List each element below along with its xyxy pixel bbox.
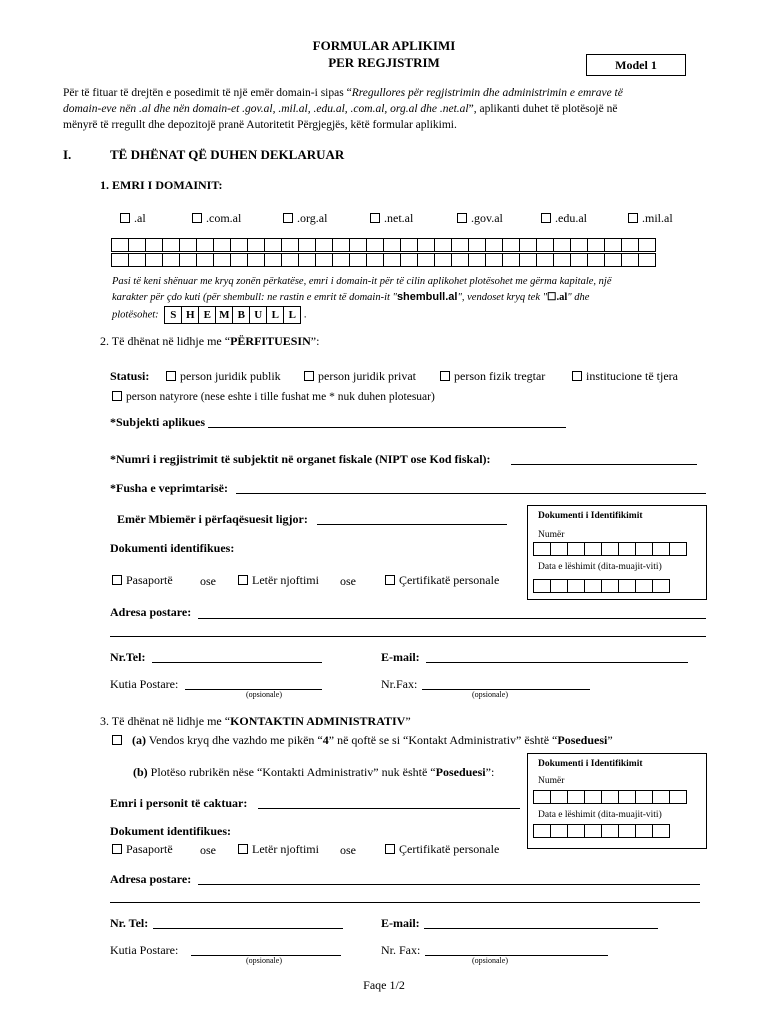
or-text: ose [340, 843, 356, 857]
example-letter-box: L [283, 306, 301, 324]
admin-fax-field[interactable] [425, 955, 608, 956]
input-cell[interactable] [128, 238, 146, 252]
input-cell[interactable] [533, 790, 551, 804]
input-cell[interactable] [601, 579, 619, 593]
input-cell[interactable] [621, 253, 639, 267]
status-option-private[interactable]: person juridik privat [304, 369, 416, 384]
input-cell[interactable] [468, 238, 486, 252]
section-number: I. [63, 147, 72, 162]
input-cell[interactable] [570, 238, 588, 252]
id-number-label: Numër [538, 776, 565, 786]
status-option-natural[interactable]: person natyrore (nese eshte i tille fushat me * nuk duhen plotesuar) [112, 391, 435, 403]
input-cell[interactable] [584, 579, 602, 593]
model-box: Model 1 [586, 54, 686, 76]
checkbox[interactable] [572, 371, 582, 381]
checkbox[interactable] [112, 391, 122, 401]
admin-pobox-optional: (opsionale) [246, 956, 282, 965]
admin-pobox-label: Kutia Postare: [110, 943, 179, 957]
doc-passport[interactable]: Pasaportë [112, 573, 173, 588]
input-cell[interactable] [550, 579, 568, 593]
input-cell[interactable] [349, 253, 367, 267]
example-letter-box: S [164, 306, 182, 324]
pobox-optional: (opsionale) [246, 690, 282, 699]
checkbox[interactable] [120, 213, 130, 223]
domain-option-com-al[interactable]: .com.al [192, 211, 241, 226]
input-cell[interactable] [383, 253, 401, 267]
doc-id-card[interactable]: Letër njoftimi [238, 573, 319, 588]
address-label: Adresa postare: [110, 605, 192, 619]
input-cell[interactable] [550, 790, 568, 804]
admin-address-field[interactable] [198, 884, 700, 885]
id-number-cells[interactable] [534, 790, 687, 804]
checkbox[interactable] [238, 844, 248, 854]
admin-doc-certificate[interactable]: Çertifikatë personale [385, 842, 499, 857]
example-letter-box: E [198, 306, 216, 324]
admin-option-a[interactable]: (a) Vendos kryq dhe vazhdo me pikën “4” në qoftë se si “Kontakt Administrativ” është “Poseduesi” [112, 733, 613, 748]
input-cell[interactable] [417, 238, 435, 252]
input-cell[interactable] [298, 253, 316, 267]
checkbox[interactable] [370, 213, 380, 223]
input-cell[interactable] [230, 238, 248, 252]
input-cell[interactable] [179, 253, 197, 267]
admin-address-field-2[interactable] [110, 902, 700, 903]
admin-person-label: Emri i personit të caktuar: [110, 796, 248, 810]
checkbox[interactable] [457, 213, 467, 223]
input-cell[interactable] [652, 542, 670, 556]
email-label: E-mail: [381, 650, 420, 664]
input-cell[interactable] [332, 253, 350, 267]
input-cell[interactable] [584, 824, 602, 838]
input-cell[interactable] [601, 542, 619, 556]
checkbox[interactable] [541, 213, 551, 223]
or-text: ose [200, 843, 216, 857]
input-cell[interactable] [247, 238, 265, 252]
id-date-cells[interactable] [534, 579, 670, 593]
admin-email-field[interactable] [424, 928, 658, 929]
admin-tel-label: Nr. Tel: [110, 916, 149, 930]
input-cell[interactable] [434, 238, 452, 252]
admin-doc-label: Dokument identifikues: [110, 824, 232, 838]
form-subtitle: PER REGJISTRIM [328, 55, 440, 70]
input-cell[interactable] [652, 824, 670, 838]
domain-heading: 1. EMRI I DOMAINIT: [100, 178, 223, 192]
id-number-cells[interactable] [534, 542, 687, 556]
input-cell[interactable] [533, 579, 551, 593]
status-option-public[interactable]: person juridik publik [166, 369, 281, 384]
input-cell[interactable] [162, 253, 180, 267]
input-cell[interactable] [111, 238, 129, 252]
input-cell[interactable] [366, 253, 384, 267]
input-cell[interactable] [567, 542, 585, 556]
domain-note-line-3: plotësohet: S H E M B U L L . [112, 306, 307, 324]
beneficiary-heading: 2. Të dhënat në lidhje me “PËRFITUESIN”: [100, 334, 320, 348]
input-cell[interactable] [502, 238, 520, 252]
input-cell[interactable] [567, 579, 585, 593]
id-document-box [527, 505, 707, 600]
input-cell[interactable] [618, 790, 636, 804]
domain-char-grid-row-2[interactable] [112, 253, 656, 267]
input-cell[interactable] [519, 253, 537, 267]
subject-field[interactable] [208, 427, 566, 428]
checkbox[interactable] [304, 371, 314, 381]
checkbox[interactable] [628, 213, 638, 223]
input-cell[interactable] [213, 238, 231, 252]
input-cell[interactable] [618, 579, 636, 593]
status-option-other[interactable]: institucione të tjera [572, 369, 678, 384]
input-cell[interactable] [145, 253, 163, 267]
intro-line-2: domain-eve nën .al dhe nën domain-et .gov.al, .mil.al, .edu.al, .com.al, org.al dhe .net.al”, aplikanti duhet të plotësojë në [63, 103, 618, 115]
domain-char-grid-row-1[interactable] [112, 238, 656, 252]
input-cell[interactable] [400, 253, 418, 267]
intro-line-3: mënyrë të rregullt dhe depozitojë pranë Autoritetit Përgjegjës, këtë formular aplikimi. [63, 119, 457, 131]
input-cell[interactable] [635, 542, 653, 556]
example-letter-boxes [165, 306, 301, 324]
example-letter-box: L [266, 306, 284, 324]
input-cell[interactable] [567, 824, 585, 838]
status-option-merchant[interactable]: person fizik tregtar [440, 369, 545, 384]
input-cell[interactable] [618, 824, 636, 838]
input-cell[interactable] [570, 253, 588, 267]
input-cell[interactable] [533, 824, 551, 838]
domain-option-gov-al[interactable]: .gov.al [457, 211, 503, 226]
input-cell[interactable] [587, 253, 605, 267]
input-cell[interactable] [468, 253, 486, 267]
input-cell[interactable] [536, 253, 554, 267]
example-letter-box: H [181, 306, 199, 324]
input-cell[interactable] [298, 238, 316, 252]
input-cell[interactable] [604, 238, 622, 252]
input-cell[interactable] [366, 238, 384, 252]
input-cell[interactable] [601, 790, 619, 804]
input-cell[interactable] [417, 253, 435, 267]
checkbox[interactable] [385, 844, 395, 854]
input-cell[interactable] [652, 790, 670, 804]
input-cell[interactable] [550, 824, 568, 838]
checkbox[interactable] [440, 371, 450, 381]
address-field-2[interactable] [110, 636, 706, 637]
subject-label: *Subjekti aplikues [110, 415, 206, 429]
input-cell[interactable] [213, 253, 231, 267]
input-cell[interactable] [533, 542, 551, 556]
input-cell[interactable] [638, 238, 656, 252]
pobox-label: Kutia Postare: [110, 677, 179, 691]
input-cell[interactable] [196, 238, 214, 252]
domain-option-mil-al[interactable]: .mil.al [628, 211, 673, 226]
input-cell[interactable] [247, 253, 265, 267]
admin-person-field[interactable] [258, 808, 520, 809]
input-cell[interactable] [179, 238, 197, 252]
input-cell[interactable] [587, 238, 605, 252]
input-cell[interactable] [621, 238, 639, 252]
input-cell[interactable] [536, 238, 554, 252]
form-title: FORMULAR APLIKIMI [312, 38, 456, 53]
admin-doc-passport[interactable]: Pasaportë [112, 842, 173, 857]
id-date-label: Data e lëshimit (dita-muajit-viti) [538, 562, 662, 572]
admin-doc-id-card[interactable]: Letër njoftimi [238, 842, 319, 857]
checkbox[interactable] [192, 213, 202, 223]
rep-label: Emër Mbiemër i përfaqësuesit ligjor: [117, 512, 308, 526]
input-cell[interactable] [550, 542, 568, 556]
input-cell[interactable] [196, 253, 214, 267]
domain-option-al[interactable]: .al [120, 211, 146, 226]
input-cell[interactable] [553, 253, 571, 267]
input-cell[interactable] [128, 253, 146, 267]
doc-id-label: Dokumenti identifikues: [110, 541, 235, 555]
email-field[interactable] [426, 662, 688, 663]
domain-note-line-1: Pasi të keni shënuar me kryq zonën përkatëse, emri i domain-it për të cilin aplikohet plotësohet me gërma kapitale, një [112, 276, 612, 287]
input-cell[interactable] [618, 542, 636, 556]
checkbox[interactable] [112, 735, 122, 745]
example-letter-box: M [215, 306, 233, 324]
checkbox[interactable] [238, 575, 248, 585]
fax-optional: (opsionale) [472, 690, 508, 699]
domain-note-line-2: karakter për çdo kuti (për shembull: ne rastin e emrit të domain-it "shembull.al", vendoset kryq tek "☐.al" dhe [112, 291, 590, 303]
input-cell[interactable] [264, 253, 282, 267]
activity-label: *Fusha e veprimtarisë: [110, 481, 228, 495]
domain-option-org-al[interactable]: .org.al [283, 211, 327, 226]
input-cell[interactable] [604, 253, 622, 267]
id-date-label: Data e lëshimit (dita-muajit-viti) [538, 810, 662, 820]
input-cell[interactable] [485, 238, 503, 252]
input-cell[interactable] [383, 238, 401, 252]
address-field[interactable] [198, 618, 706, 619]
nipt-field[interactable] [511, 464, 697, 465]
fax-label: Nr.Fax: [381, 677, 418, 691]
tel-label: Nr.Tel: [110, 650, 146, 664]
or-text: ose [340, 574, 356, 588]
input-cell[interactable] [669, 542, 687, 556]
input-cell[interactable] [635, 790, 653, 804]
admin-address-label: Adresa postare: [110, 872, 192, 886]
input-cell[interactable] [584, 790, 602, 804]
rep-field[interactable] [317, 524, 507, 525]
checkbox[interactable] [385, 575, 395, 585]
input-cell[interactable] [601, 824, 619, 838]
tel-field[interactable] [152, 662, 322, 663]
admin-heading: 3. Të dhënat në lidhje me “KONTAKTIN ADMINISTRATIV” [100, 714, 411, 728]
checkbox[interactable] [112, 575, 122, 585]
id-box-title: Dokumenti i Identifikimit [538, 759, 643, 769]
or-text: ose [200, 574, 216, 588]
input-cell[interactable] [635, 579, 653, 593]
admin-fax-optional: (opsionale) [472, 956, 508, 965]
input-cell[interactable] [332, 238, 350, 252]
domain-option-edu-al[interactable]: .edu.al [541, 211, 587, 226]
id-number-label: Numër [538, 530, 565, 540]
input-cell[interactable] [230, 253, 248, 267]
id-box-title: Dokumenti i Identifikimit [538, 511, 643, 521]
input-cell[interactable] [349, 238, 367, 252]
nipt-label: *Numri i regjistrimit të subjektit në organet fiskale (NIPT ose Kod fiskal): [110, 452, 491, 466]
input-cell[interactable] [638, 253, 656, 267]
input-cell[interactable] [264, 238, 282, 252]
input-cell[interactable] [635, 824, 653, 838]
status-label: Statusi: [110, 369, 150, 383]
input-cell[interactable] [451, 238, 469, 252]
input-cell[interactable] [502, 253, 520, 267]
example-letter-box: B [232, 306, 250, 324]
input-cell[interactable] [553, 238, 571, 252]
input-cell[interactable] [162, 238, 180, 252]
input-cell[interactable] [451, 253, 469, 267]
domain-option-net-al[interactable]: .net.al [370, 211, 413, 226]
input-cell[interactable] [281, 238, 299, 252]
checkbox[interactable] [283, 213, 293, 223]
input-cell[interactable] [145, 238, 163, 252]
input-cell[interactable] [281, 253, 299, 267]
activity-field[interactable] [236, 493, 706, 494]
input-cell[interactable] [567, 790, 585, 804]
checkbox[interactable] [166, 371, 176, 381]
input-cell[interactable] [669, 790, 687, 804]
checkbox[interactable] [112, 844, 122, 854]
admin-email-label: E-mail: [381, 916, 420, 930]
input-cell[interactable] [111, 253, 129, 267]
input-cell[interactable] [652, 579, 670, 593]
input-cell[interactable] [315, 253, 333, 267]
page-number: Faqe 1/2 [363, 978, 405, 992]
admin-tel-field[interactable] [153, 928, 343, 929]
admin-option-b: (b) Plotëso rubrikën nëse “Kontakti Administrativ” nuk është “Poseduesi”: [133, 765, 495, 779]
doc-certificate[interactable]: Çertifikatë personale [385, 573, 499, 588]
input-cell[interactable] [434, 253, 452, 267]
intro-line-1: Për të fituar të drejtën e posedimit të një emër domain-i sipas “Rregullores për regjistrimin dhe administrimin e emrave të [63, 87, 623, 99]
input-cell[interactable] [485, 253, 503, 267]
input-cell[interactable] [400, 238, 418, 252]
admin-id-document-box [527, 753, 707, 849]
id-date-cells[interactable] [534, 824, 670, 838]
section-title: TË DHËNAT QË DUHEN DEKLARUAR [110, 147, 345, 162]
admin-fax-label: Nr. Fax: [381, 943, 421, 957]
input-cell[interactable] [519, 238, 537, 252]
input-cell[interactable] [315, 238, 333, 252]
example-letter-box: U [249, 306, 267, 324]
input-cell[interactable] [584, 542, 602, 556]
